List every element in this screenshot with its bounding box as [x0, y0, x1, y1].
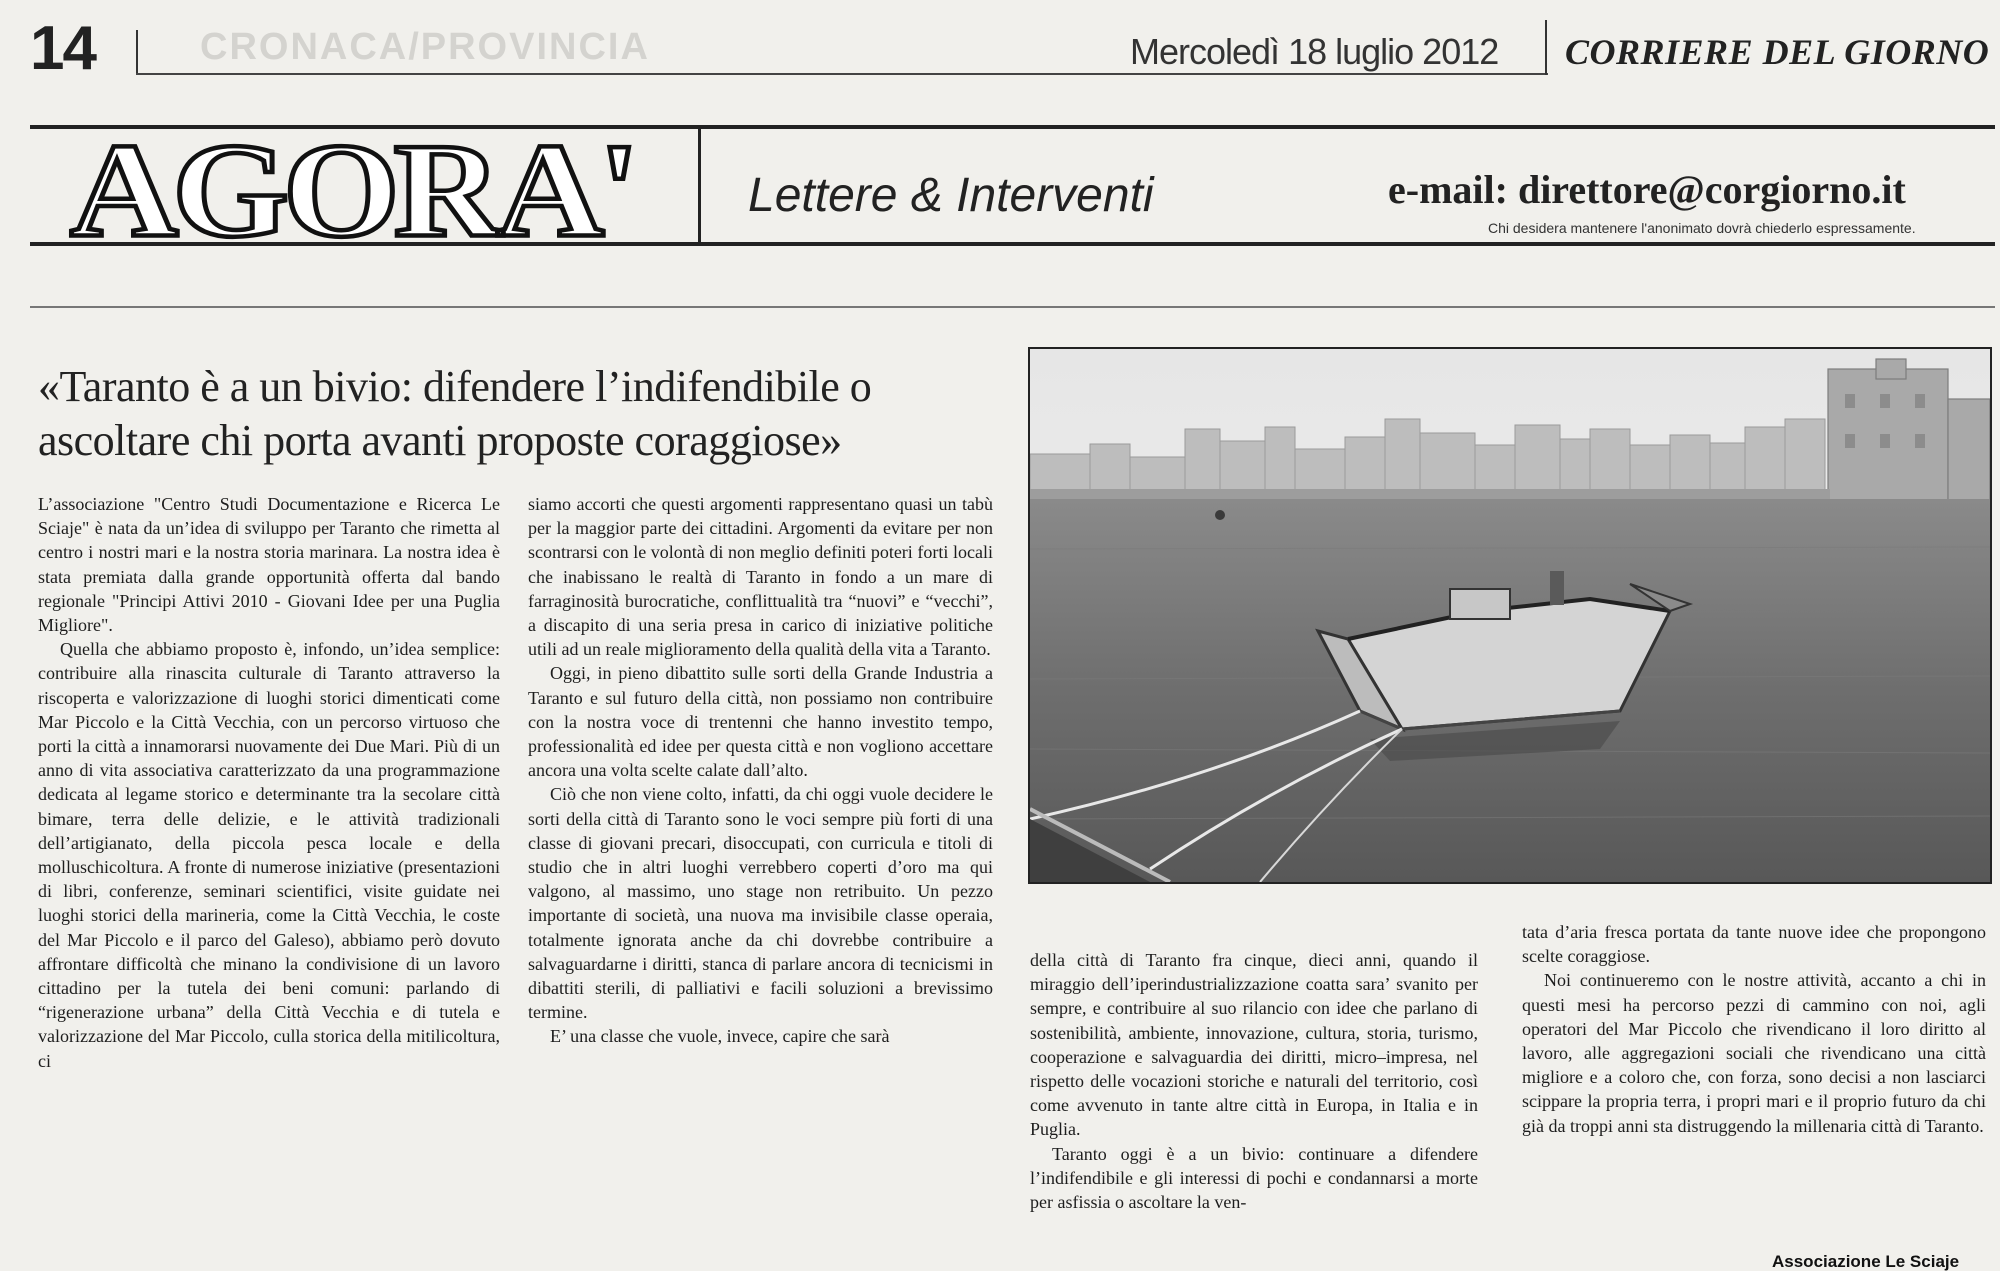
agora-logo: [30, 129, 698, 242]
article-column-2: [528, 492, 993, 1049]
banner-divider: [698, 129, 701, 242]
header-divider: [136, 30, 138, 74]
paragraph: E’ una classe che vuole, invece, capire che sarà: [550, 1026, 890, 1047]
paragraph: Taranto oggi è a un bivio: continuare a difendere l’indifendibile e gli interessi di pochi e condannarsi a morte per asfissia o ascoltare la ven-: [1030, 1143, 1478, 1213]
paragraph: L’associazione "Centro Studi Documentazione e Ricerca Le Sciaje" è nata da un’idea di sviluppo per Taranto che rimetta al centro i nostri mari e la nostra storia marinara. La nostra idea è stata premiata dalla grande opportunità offerta dal bando regionale "Principi Attivi 2010 - Giovani Idee per una Puglia Migliore".: [38, 494, 500, 636]
header-rule: [136, 73, 1548, 75]
issue-date: Mercoledì 18 luglio 2012: [1130, 31, 1499, 72]
agora-logo-text: AGORA': [70, 129, 634, 242]
article-column-4: [1522, 920, 1986, 1138]
headline-line-1: «Taranto è a un bivio: difendere l’indifendibile o: [38, 362, 872, 411]
page-number: 14: [30, 14, 95, 83]
rubric-title: Lettere & Interventi: [748, 169, 1154, 222]
paragraph: Oggi, in pieno dibattito sulle sorti della Grande Industria a Taranto e sul futuro della città, non possiamo non contribuire con la nostra voce di trentenni che hanno investito tempo, professionalità ed idee per questa città e non vogliono accettare ancora una volta scelte calate dall’alto.: [528, 663, 993, 781]
paragraph: siamo accorti che questi argomenti rappresentano quasi un tabù per la maggior parte dei cittadini. Argomenti da evitare per non scontrarsi con le volontà di non meglio definiti poteri forti locali che inabissano le realtà di Taranto in fondo a un mare di farraginosità burocratiche, conflittualità tra “nuovi” e “vecchi”, a discapito di una seria presa in carico di iniziative politiche utili ad un reale miglioramento della qualità della vita a Taranto.: [528, 494, 993, 660]
section-separator: [30, 306, 1995, 308]
paragraph: Noi continueremo con le nostre attività, accanto a chi in questi mesi ha percorso pezzi di cammino con noi, agli operatori del Mar Piccolo che rivendicano il loro diritto al lavoro, alle aggregazioni sociali che rivendicano una città migliore e a coloro che, con forza, sono decisi a non lasciarci scippare la propria terra, i propri mari e il proprio futuro da chi già da troppi anni sta distruggendo la millenaria città di Taranto.: [1522, 970, 1986, 1136]
newspaper-name: CORRIERE DEL GIORNO: [1565, 32, 1990, 72]
article-column-1: [38, 492, 500, 1073]
anonymity-note: Chi desidera mantenere l'anonimato dovrà chiederlo espressamente.: [1488, 220, 1916, 236]
banner-bottom-rule: [30, 242, 1995, 246]
article-signature: Associazione Le Sciaje: [1772, 1252, 1960, 1271]
paragraph: Ciò che non viene colto, infatti, da chi oggi vuole decidere le sorti della città di Taranto sono le voci sempre più forti di una classe di giovani precari, disoccupati, con curricula e titoli di studio che in altri luoghi verrebbero coperti d’oro ma qui valgono, al massimo, uno stage non retribuito. Un pezzo importante di società, una nuova ma invisibile classe operaia, totalmente ignorata anche da chi dovrebbe contribuire a salvaguardarne i diritti, stanca di parlare ancora di tecnicismi in dibattiti sterili, di palliativi e facili soluzioni a brevissimo termine.: [528, 784, 993, 1023]
headline-line-2: ascoltare chi porta avanti proposte coraggiose»: [38, 416, 842, 465]
harbor-boat-image: [1030, 349, 1990, 882]
paragraph: Quella che abbiamo proposto è, infondo, un’idea semplice: contribuire alla rinascita culturale di Taranto attraverso la riscoperta e valorizzazione di luoghi storici dimenticati come Mar Piccolo e la Città Vecchia, con un percorso virtuoso che porti la città a innamorarsi nuovamente dei Due Mari. Più di un anno di vita associativa caratterizzato da una programmazione dedicata al legame storico e determinante tra la secolare città bimare, terra delle delizie, e le attività tradizionali dell’artigianato, della piccola pesca locale e della molluschicoltura. A fronte di numerose iniziative (presentazioni di libri, conferenze, seminari scientifici, visite guidate nei luoghi storici della marineria, come la Città Vecchia, le coste del Mar Piccolo e il parco del Galeso), abbiamo però dovuto affrontare difficoltà che minano la condivisione di un lavoro cittadino per la tutela dei beni comuni: parlando di “rigenerazione urbana” della Città Vecchia e di tutela e valorizzazione del Mar Piccolo, culla storica della mitilicoltura, ci: [38, 639, 500, 1071]
ghost-section-label: CRONACA/PROVINCIA: [200, 26, 650, 68]
article-column-3: [1030, 948, 1478, 1214]
contact-email: e-mail: direttore@corgiorno.it: [1388, 167, 1906, 212]
article-headline: [38, 360, 998, 468]
paragraph: tata d’aria fresca portata da tante nuove idee che propongono scelte coraggiose.: [1522, 922, 1986, 967]
article-photo: [1028, 347, 1992, 884]
header-divider-right: [1545, 20, 1547, 75]
paragraph: della città di Taranto fra cinque, dieci anni, quando il miraggio dell’iperindustrializzazione coatta sara’ svanito per sempre, e contribuire al suo rilancio con idee che parlano di sostenibilità, ambiente, innovazione, cultura, storia, turismo, cooperazione e salvaguardia dei diritti, micro–impresa, nel rispetto delle vocazioni storiche e naturali del territorio, così come avvenuto in tante altre città in Europa, in Italia e in Puglia.: [1030, 950, 1478, 1140]
